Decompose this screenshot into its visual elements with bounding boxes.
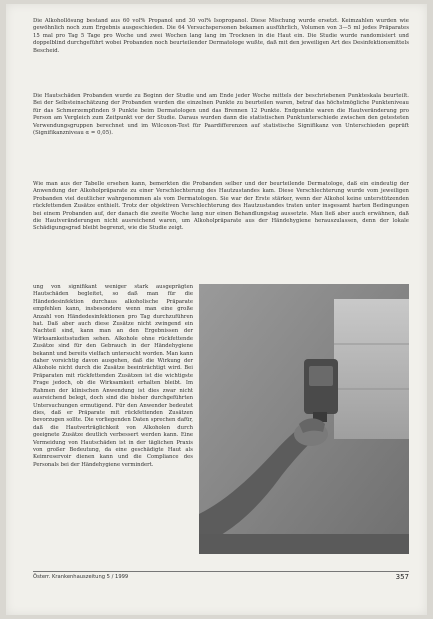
document-page <box>6 4 427 615</box>
photo-hand-disinfection <box>199 284 409 554</box>
paragraph-text: Die Alkohollösung bestand aus 60 vol% Propanol und 30 vol% Isopropanol. Diese Mischung wurde ersetzt. Keimzahlen wurden wie gewöhnlich noch zum Ergebnis ausgeschieden. Die 64 Versuchspersonen bekamen ausführlich, Volumen von 3—5 ml jedes Präparates 15 mal pro Tag 5 Tage pro Woche und zwei Wochen lang lang im Trocknen in die Haut ein. Die Studie wurde randomisiert und doppelblind durchgeführt wobei Probanden noch beurteilender Dermatologe wußte, daß mit den jeweiligen Art des Desinfektionsmittels Bescheid. <box>33 18 409 54</box>
footer-journal-name: Österr. Krankenhauszeitung 5 / 1999 <box>33 574 129 580</box>
left-column-text <box>33 284 193 469</box>
paragraph-text: Die Hautschäden Probanden wurde zu Beginn der Studie und am Ende jeder Woche mittels der beschriebenen Punkteskala beurteilt. Bei der Selbsteinschätzung der Probanden wurden die einzelnen Punkte zu beurteilen waren, betraf das höchstmögliche Punkteniveau für das Schmerzempfinden 9 Punkte beim Dermatologen und das Brennen 12 Punkte. Endpunkte waren die Hautveränderung pro Person am Vergleich zum Zeitpunkt vor der Studie. Daraus wurden dann die statistischen Punktunterschiede zwischen den getesteten Verwendungsgruppen berechnet und im Wilcoxon-Test für Paardifferenzen auf statistische Signifikanz von Unterschieden geprüft (Signifikanzniveau α = 0,05). <box>33 93 409 137</box>
photo-image <box>199 284 409 554</box>
paragraph-results <box>33 181 409 233</box>
paragraph-methods <box>33 18 409 55</box>
footer-divider <box>33 571 409 572</box>
page-number: 357 <box>395 573 409 581</box>
column-paragraph: ung von signifikant weniger stark ausgeprägten Hautschäden begleitet, so daß man für die Händedesinfektion durchaus alkoholische Präparate empfehlen kann, insbesondere wenn man eine große Anzahl von Händedesinfektionen pro Tag durchzuführen hat. Daß aber auch diese Zusätze nicht zwingend ein Nachteil sind, kann man an den Ergebnissen der Wirksamkeitsstudien sehen. Alkohole ohne rückfettende Zusätze sind für den Gebrauch in der Händehygiene bekannt und bereits vielfach untersucht worden. Man kann daher vorsichtig davon ausgehen, daß die Wirkung der Alkohole nicht durch die Zusätze beeinträchtigt wird. Bei Präparaten mit rückfettenden Zusätzen ist die wichtigste Frage jedoch, ob die Wirksamkeit erhalten bleibt. Im Rahmen der klinischen Anwendung ist dies zwar nicht ausreichend belegt, doch sind die bisher durchgeführten Untersuchungen ermutigend. Für den Anwender bedeutet dies, daß er Präparate mit rückfettenden Zusätzen bevorzugen sollte. Die vorliegenden Daten sprechen dafür, daß die Hautverträglichkeit von Alkoholen durch geeignete Zusätze deutlich verbessert werden kann. Eine Vermeidung von Hautschäden ist in der täglichen Praxis von großer Bedeutung, da eine geschädigte Haut als Keimreservoir dienen kann und die Compliance des Personals bei der Händehygiene vermindert. <box>33 284 193 468</box>
paragraph-text: Wie man aus der Tabelle ersehen kann, bemerkten die Probanden selber und der beurteilende Dermatologe, daß ein eindeutig der Anwendung der Alkoholpräparate zu einer Verschlechterung des Hautzustandes kam. Diese Verschlechterung wurde vom jeweiligen Probanden viel deutlicher wahrgenommen als vom Dermatologen. Sie war der Erste stärker, wenn der Alkohol keine unterstützenden rückfettenden Zusätze enthielt. Trotz der objektiven Verschlechterung des Hautzustandes traten unter insgesamt harten Bedingungen bei einem Probanden auf, der danach die zweite Woche lang nur einen Behandlungstag aussetzte. Man ließ aber auch erwähnen, daß die Hautveränderungen nicht ausreichend waren, um Alkoholpräparate aus der Händehygiene herauszulassen, denn der lokale Schädigungsgrad bleibt begrenzt, wie die Studie zeigt. <box>33 181 409 232</box>
paragraph-evaluation <box>33 93 409 137</box>
